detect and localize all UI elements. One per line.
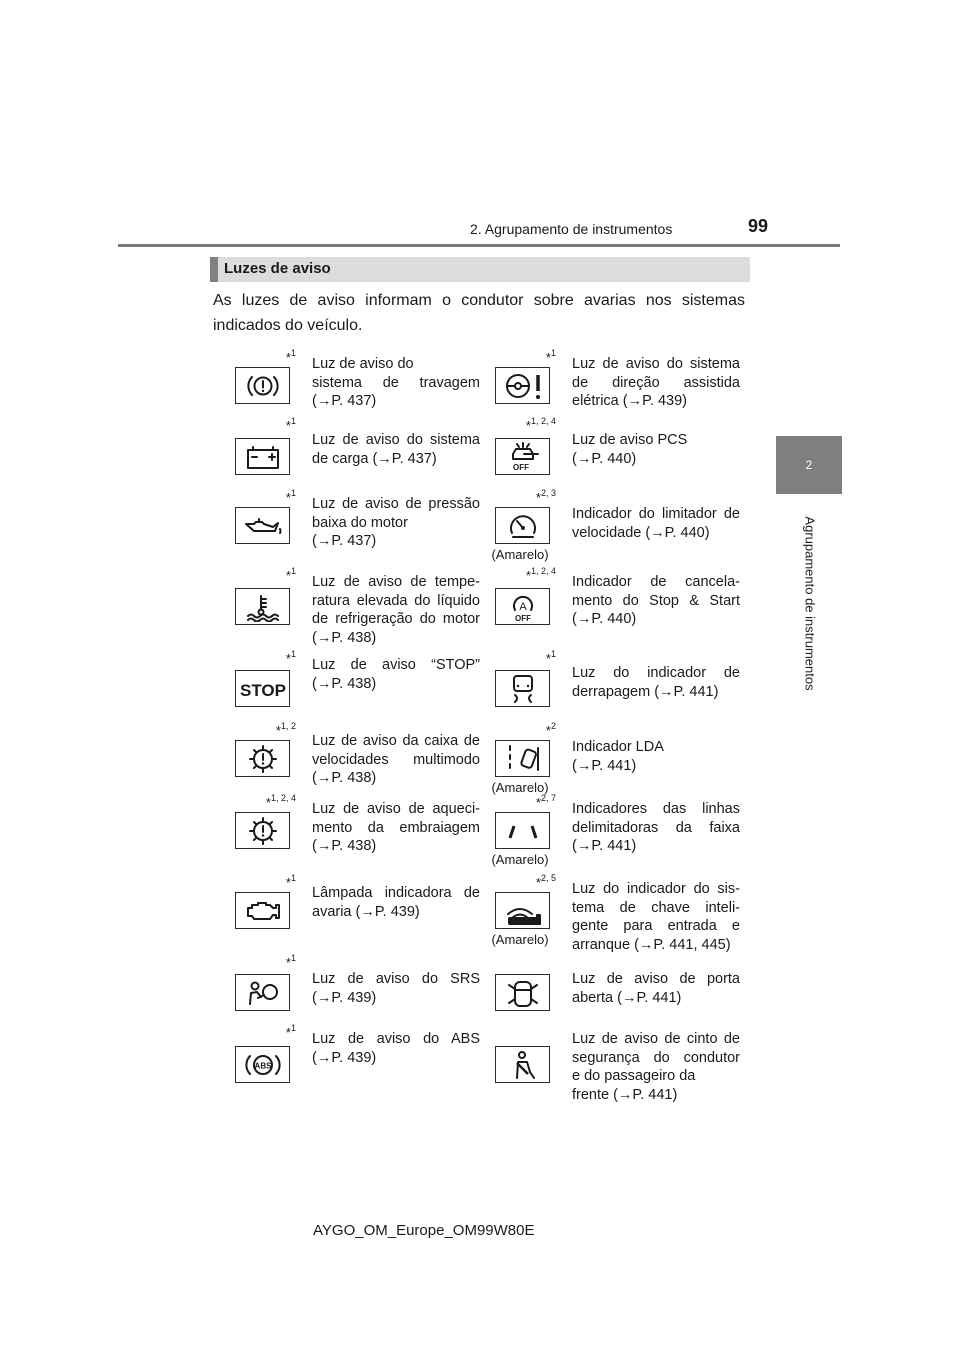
svg-text:ABS: ABS [254,1061,271,1070]
page-number: 99 [748,216,769,236]
chapter-number: 2 [805,458,813,472]
footnote-marker: *$^{2, 5}$ [535,873,556,890]
door-open-icon [500,978,546,1008]
brake-warning-icon [240,371,286,401]
footnote-marker: *$^2$ [545,721,556,738]
warning-light-icon-box [235,507,290,544]
warning-light-description: Indicador de cancela- mento do Stop & Start (→P. 440) [572,574,740,627]
footnote-marker: *$^1$ [285,649,296,666]
skid-icon [500,674,546,704]
coolant-temp-icon [240,592,286,622]
warning-light-description: Luz do indicador de derrapagem (→P. 441) [572,665,740,700]
warning-light-icon-box [495,812,550,849]
warning-light-description: Luz de aviso de pressão baixa do motor (→P. 437) [312,496,480,549]
footnote-marker: *$^{1, 2, 4}$ [525,416,556,433]
power-steering-icon [500,371,546,401]
warning-light-description: Lâmpada indicadora de avaria (→P. 439) [312,885,480,920]
footnote-marker: *$^1$ [545,348,556,365]
warning-light-icon-box [235,812,290,849]
gear-warning-icon [240,744,286,774]
footnote-marker: *$^1$ [285,416,296,433]
warning-light-description: Indicador LDA (→P. 441) [572,739,664,774]
abs-icon [240,1050,286,1080]
warning-light-description: Indicador do limitador de velocidade (→P. 440) [572,506,740,541]
warning-light-description: Luz de aviso de tempe- ratura elevada do líquido de refrigeração do motor (→P. 438) [312,574,480,646]
indicator-color-note: (Amarelo) [491,547,549,562]
warning-light-description: Luz de aviso “STOP” (→P. 438) [312,657,480,692]
chapter-tab[interactable] [776,436,842,494]
warning-light-description: Luz de aviso de porta aberta (→P. 441) [572,971,740,1006]
warning-light-description: Luz de aviso de cinto de segurança do condutor e do passageiro da frente (→P. 441) [572,1031,740,1103]
lda-icon [500,744,546,774]
indicator-color-note: (Amarelo) [491,852,549,867]
warning-light-description: Luz de aviso PCS (→P. 440) [572,432,688,467]
warning-light-description: Luz de aviso da caixa de velocidades multimodo (→P. 438) [312,733,480,786]
warning-light-icon-box [235,974,290,1011]
warning-light-icon-box [495,974,550,1011]
warning-light-icon-box [495,1046,550,1083]
warning-light-icon-box [235,892,290,929]
svg-text:OFF: OFF [514,613,531,622]
warning-light-description: Luz de aviso do SRS (→P. 439) [312,971,480,1006]
stop-icon [240,674,286,704]
chapter-title: Agrupamento de instrumentos [802,515,818,691]
footnote-marker: *$^1$ [285,348,296,365]
warning-light-description: Luz do indicador do sis- tema de chave inteli- gente para entrada e arranque (→P. 441, 445) [572,881,740,953]
warning-light-description: Luz de aviso do ABS (→P. 439) [312,1031,480,1066]
warning-light-description: Luz de aviso do sistema de carga (→P. 437) [312,432,480,467]
warning-light-icon-box [235,588,290,625]
engine-icon [240,896,286,926]
footnote-marker: *$^1$ [285,488,296,505]
battery-icon [240,442,286,472]
warning-light-icon-box [495,892,550,929]
warning-light-icon-box [235,438,290,475]
footnote-marker: *$^{1, 2, 4}$ [525,566,556,583]
document-code: AYGO_OM_Europe_OM99W80E [313,1222,535,1239]
warning-light-description: Luz de aviso do sistema de travagem (→P. 437) [312,356,480,409]
stop-start-off-icon [500,592,546,622]
clutch-temp-icon [240,816,286,846]
warning-light-icon-box [495,740,550,777]
footnote-marker: *$^1$ [285,873,296,890]
warning-light-icon-box [235,1046,290,1083]
intro-paragraph: As luzes de aviso informam o condutor sobre avarias nos sistemas indicados do veículo. [213,292,745,334]
indicator-color-note: (Amarelo) [491,780,549,795]
footnote-marker: *$^{2, 3}$ [535,488,556,505]
footnote-marker: *$^{2, 7}$ [535,793,556,810]
warning-light-icon-box [495,367,550,404]
warning-light-icon-box [495,507,550,544]
footnote-marker: *$^1$ [285,1023,296,1040]
smart-key-icon [500,896,546,926]
warning-light-description: Luz de aviso do sistema de direção assistida elétrica (→P. 439) [572,356,740,409]
warning-light-icon-box [235,670,290,707]
warning-light-icon-box [495,588,550,625]
header-section-title: 2. Agrupamento de instrumentos [470,221,673,237]
footnote-marker: *$^{1, 2, 4}$ [265,793,296,810]
header-rule [118,244,840,247]
warning-light-description: Indicadores das linhas delimitadoras da faixa (→P. 441) [572,801,740,854]
warning-light-icon-box [495,438,550,475]
footnote-marker: *$^1$ [545,649,556,666]
seatbelt-icon [500,1050,546,1080]
footnote-marker: *$^1$ [285,566,296,583]
warning-light-icon-box [495,670,550,707]
footnote-marker: *$^{1, 2}$ [275,721,296,738]
footnote-marker: *$^1$ [285,953,296,970]
warning-light-icon-box [235,367,290,404]
svg-text:A: A [518,600,527,613]
pcs-off-icon [500,442,546,472]
indicator-color-note: (Amarelo) [491,932,549,947]
lane-lines-icon [500,816,546,846]
speed-limiter-icon [500,511,546,541]
svg-text:STOP: STOP [239,680,286,700]
airbag-icon [240,978,286,1008]
section-heading: Luzes de aviso [210,257,750,282]
svg-text:OFF: OFF [512,462,529,472]
warning-light-icon-box [235,740,290,777]
warning-light-description: Luz de aviso de aqueci- mento da embraiagem (→P. 438) [312,801,480,854]
oil-can-icon [240,511,286,541]
